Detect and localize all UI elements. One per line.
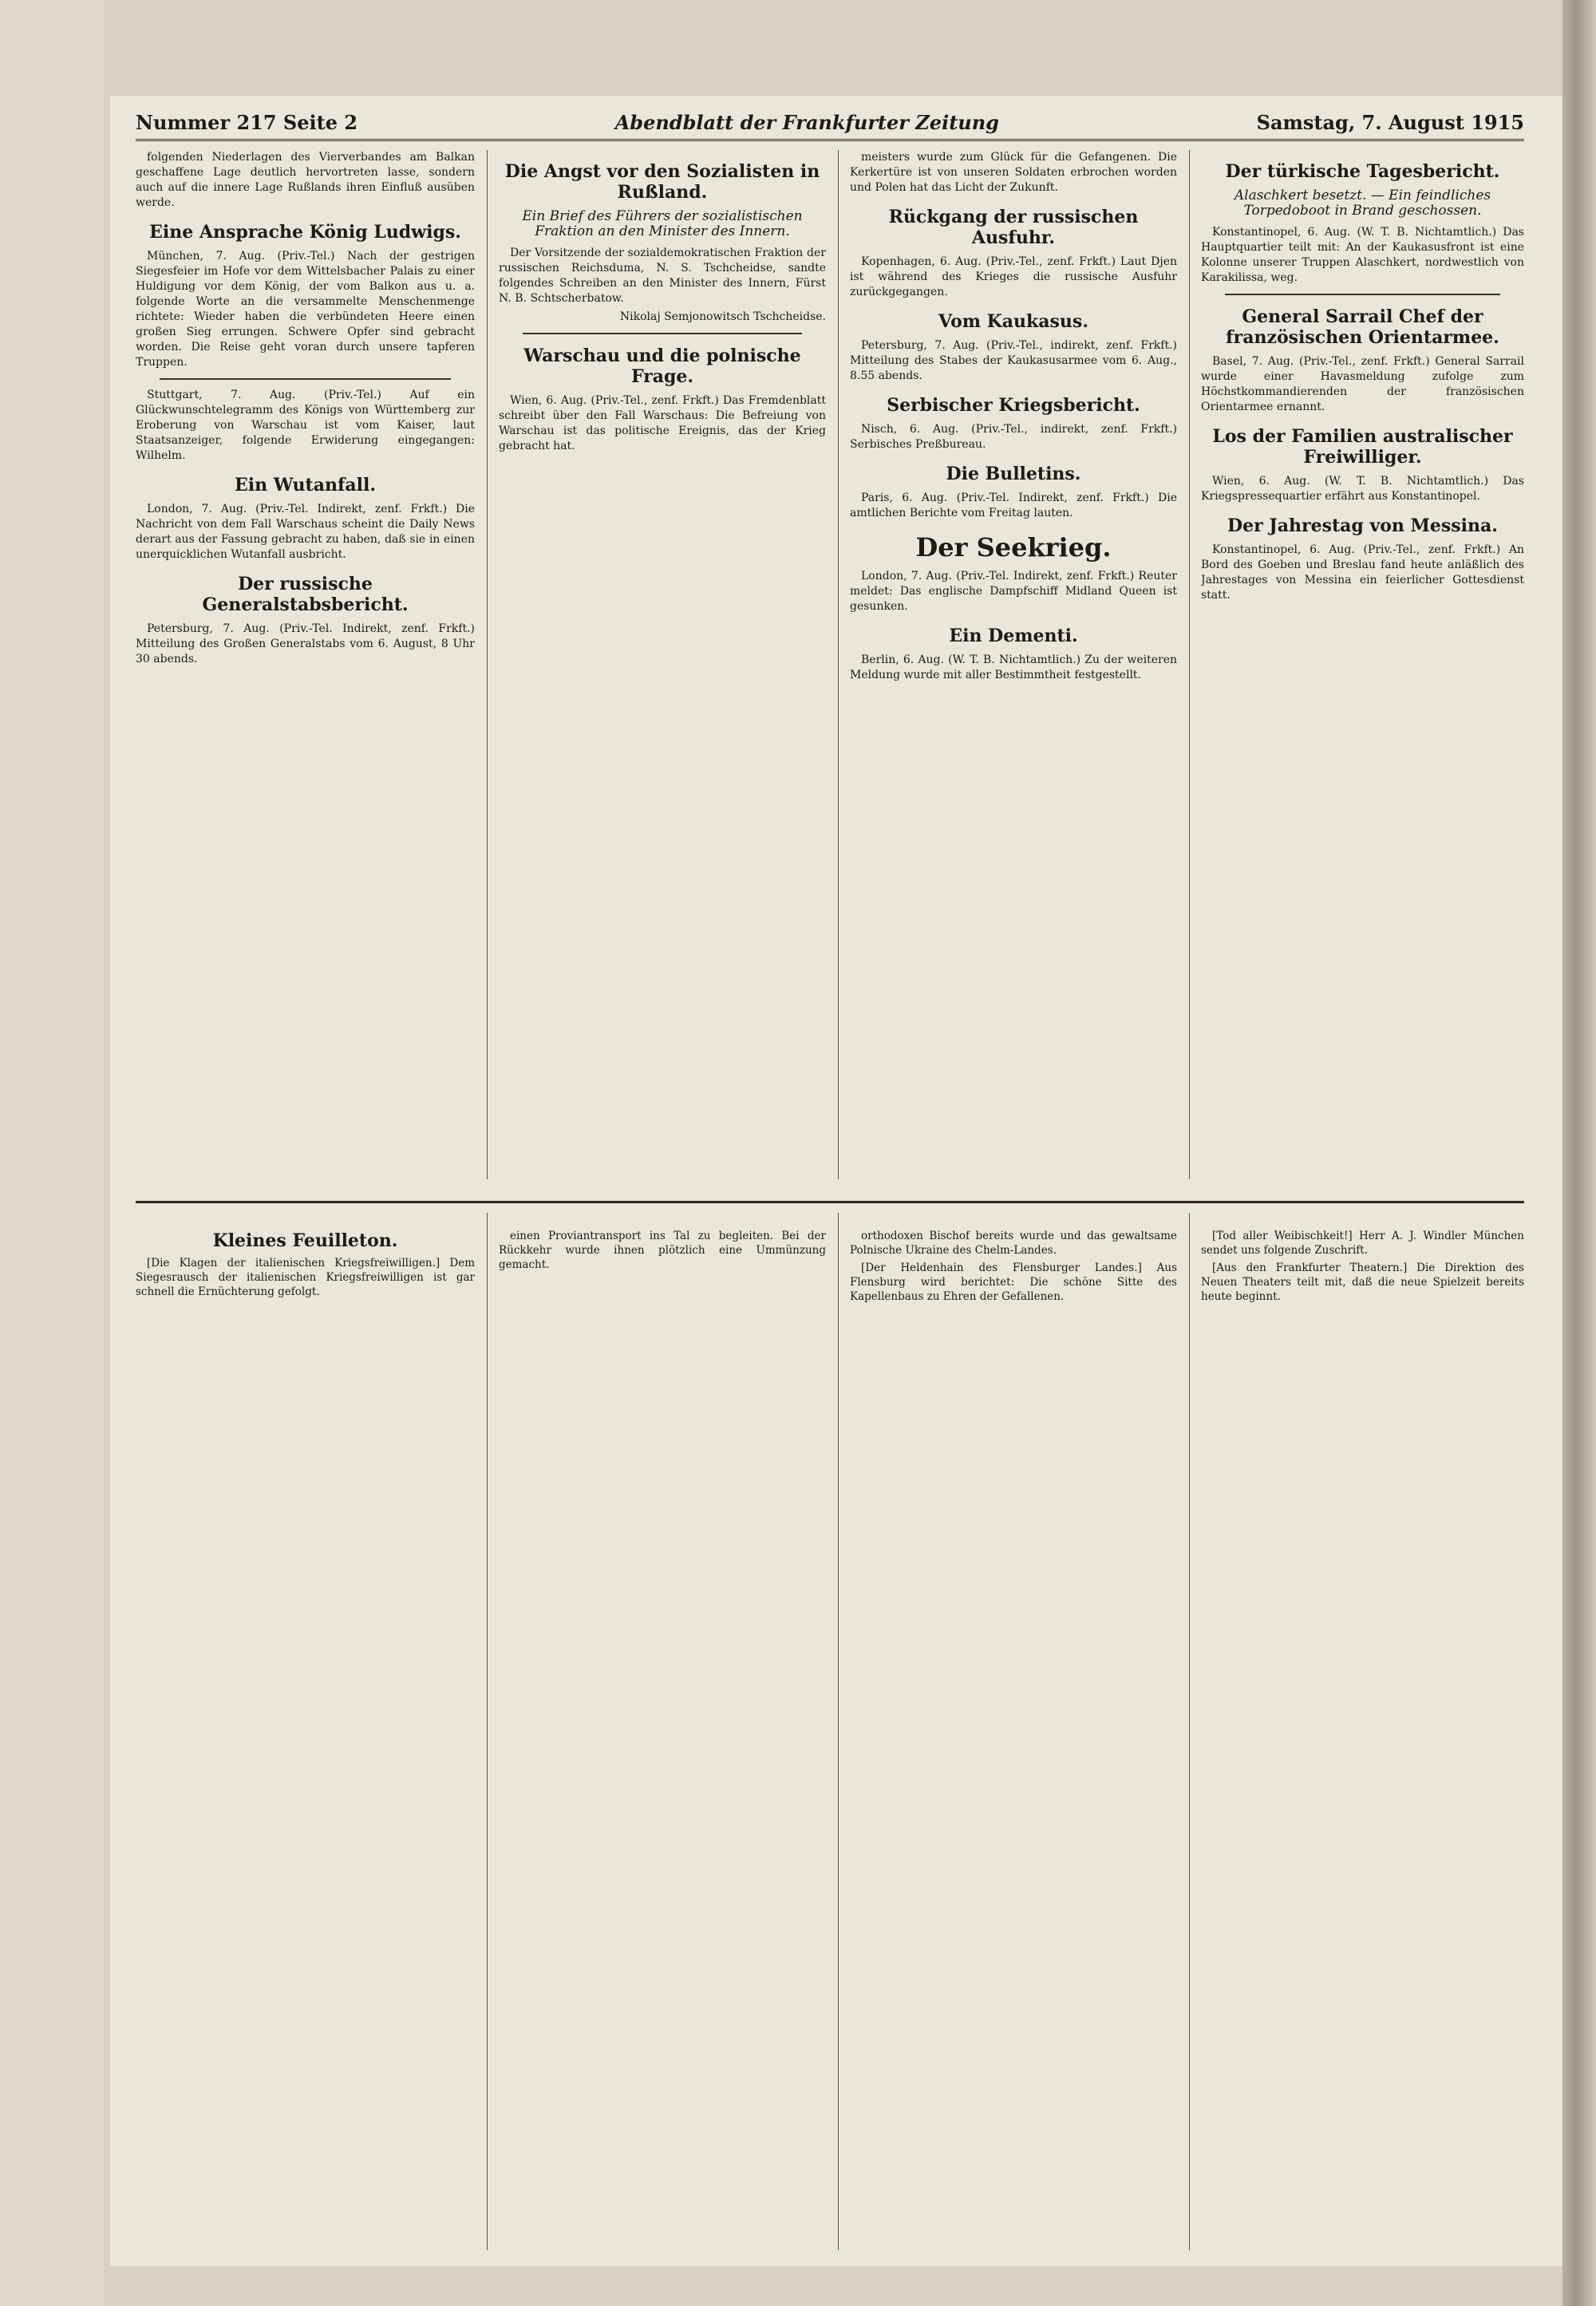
masthead bbox=[136, 105, 1524, 141]
article-text: Stuttgart, 7. Aug. (Priv.-Tel.) Auf ein Glückwunschtelegramm des Königs von Württemberg zur Eroberung von Warschau ist vom Kaiser, laut Staatsanzeiger, folgende Erwiderung eingegangen: Wilhelm. bbox=[136, 389, 475, 462]
article-text: folgenden Niederlagen des Vierverbandes am Balkan geschaffene Lage deutlich hervortreten lasse, sondern auch auf die innere Lage Rußlands ihren Einfluß ausüben werde. bbox=[136, 151, 475, 209]
feuilleton-column-3 bbox=[850, 1229, 1177, 2250]
article-text: meisters wurde zum Glück für die Gefangenen. Die Kerkertüre ist von unseren Soldaten erbrochen worden und Polen hat das Licht der Zukunft. bbox=[850, 151, 1177, 194]
article-text: [Tod aller Weibischkeit!] Herr A. J. Windler München sendet uns folgende Zuschrift. bbox=[1201, 1230, 1524, 1257]
article-headline: Der Seekrieg. bbox=[915, 532, 1112, 563]
article-subheadline: Alaschkert besetzt. — Ein feindliches Torpedoboot in Brand geschossen. bbox=[1234, 188, 1491, 219]
article-text: [Die Klagen der italienischen Kriegsfreiwilligen.] Dem Siegesrausch der italienischen Kriegsfreiwilligen ist gar schnell die Ernüchterung gefolgt. bbox=[136, 1257, 475, 1298]
article-subheadline: Ein Brief des Führers der sozialistischen Fraktion an den Minister des Innern. bbox=[522, 208, 803, 239]
article-text: orthodoxen Bischof bereits wurde und das gewaltsame Polnische Ukraine des Chelm-Landes. bbox=[850, 1230, 1177, 1257]
divider bbox=[160, 378, 451, 380]
article-headline: Ein Dementi. bbox=[949, 626, 1078, 646]
feuilleton-column-2 bbox=[499, 1229, 826, 2250]
issue-number: Nummer 217 Seite 2 bbox=[136, 110, 358, 134]
article-text: Konstantinopel, 6. Aug. (Priv.-Tel., zenf. Frkft.) An Bord des Goeben und Breslau fand heute anläßlich des Jahrestages von Messina ein feierlicher Gottesdienst statt. bbox=[1201, 543, 1524, 602]
article-text: London, 7. Aug. (Priv.-Tel. Indirekt, zenf. Frkft.) Reuter meldet: Das englische Dampfschiff Midland Queen ist gesunken. bbox=[850, 570, 1177, 613]
column-rule bbox=[838, 150, 839, 1179]
feuilleton-column-4 bbox=[1201, 1229, 1524, 2250]
page-shadow bbox=[0, 0, 104, 2306]
article-headline: Warschau und die polnische Frage. bbox=[523, 346, 801, 387]
article-headline: General Sarrail Chef der französischen Orientarmee. bbox=[1226, 306, 1499, 348]
column-rule bbox=[838, 1213, 839, 2250]
column-rule bbox=[1189, 1213, 1190, 2250]
article-headline: Die Bulletins. bbox=[946, 464, 1081, 484]
column-rule bbox=[487, 150, 488, 1179]
article-text: [Der Heldenhain des Flensburger Landes.] Aus Flensburg wird berichtet: Die schöne Sitte des Kapellenbaus zu Ehren der Gefallenen. bbox=[850, 1262, 1177, 1303]
issue-date: Samstag, 7. August 1915 bbox=[1256, 110, 1524, 134]
page-edge bbox=[104, 96, 110, 2266]
article-headline: Eine Ansprache König Ludwigs. bbox=[149, 222, 461, 243]
book-binding bbox=[1562, 0, 1596, 2306]
article-text: Wien, 6. Aug. (W. T. B. Nichtamtlich.) Das Kriegspressequartier erfährt aus Konstantinopel. bbox=[1201, 475, 1524, 503]
article-text: Konstantinopel, 6. Aug. (W. T. B. Nichtamtlich.) Das Hauptquartier teilt mit: An der Kaukasusfront ist eine Kolonne unserer Truppen Alaschkert, nordwestlich von Karakilissa, weg. bbox=[1201, 226, 1524, 284]
feuilleton-column-1 bbox=[136, 1229, 475, 2250]
article-text: München, 7. Aug. (Priv.-Tel.) Nach der gestrigen Siegesfeier im Hofe vor dem Wittelsbacher Palais zu einer Huldigung vor dem König, der vom Balkon aus u. a. folgende Worte an die versammelte Menschenmenge richtete: Wieder haben die verbündeten Heere einen großen Sieg errungen. Schwere Opfer sind gebracht worden. Die Reise geht voran durch unsere tapferen Truppen. bbox=[136, 250, 475, 369]
article-text: Der Vorsitzende der sozialdemokratischen Fraktion der russischen Reichsduma, N. S. Tschcheidse, sandte folgendes Schreiben an den Minister des Innern, Fürst N. B. Schtscherbatow. bbox=[499, 247, 826, 305]
article-text: Basel, 7. Aug. (Priv.-Tel., zenf. Frkft.) General Sarrail wurde einer Havasmeldung zufolge zum Höchstkommandierenden der französischen Orientarmee ernannt. bbox=[1201, 355, 1524, 413]
article-headline: Der türkische Tagesbericht. bbox=[1225, 161, 1500, 182]
article-text: Kopenhagen, 6. Aug. (Priv.-Tel., zenf. Frkft.) Laut Djen ist während des Krieges die russische Ausfuhr zurückgegangen. bbox=[850, 255, 1177, 298]
article-headline: Ein Wutanfall. bbox=[234, 475, 377, 496]
article-text: Petersburg, 7. Aug. (Priv.-Tel., indirekt, zenf. Frkft.) Mitteilung des Stabes der Kaukasusarmee vom 6. Aug., 8.55 abends. bbox=[850, 339, 1177, 382]
article-headline: Vom Kaukasus. bbox=[938, 311, 1088, 332]
article-headline: Rückgang der russischen Ausfuhr. bbox=[888, 207, 1139, 248]
article-headline: Der russische Generalstabsbericht. bbox=[202, 574, 409, 615]
article-text: Berlin, 6. Aug. (W. T. B. Nichtamtlich.) Zu der weiteren Meldung wurde mit aller Bestimmtheit festgestellt. bbox=[850, 653, 1177, 681]
article-text: Paris, 6. Aug. (Priv.-Tel. Indirekt, zenf. Frkft.) Die amtlichen Berichte vom Freitag lauten. bbox=[850, 492, 1177, 519]
article-text: einen Proviantransport ins Tal zu begleiten. Bei der Rückkehr wurde ihnen plötzlich eine Ummünzung gemacht. bbox=[499, 1230, 826, 1271]
column-rule bbox=[487, 1213, 488, 2250]
feuilleton-title: Kleines Feuilleton. bbox=[212, 1230, 398, 1251]
newspaper-page bbox=[104, 96, 1562, 2266]
column-3 bbox=[850, 150, 1177, 1179]
column-4 bbox=[1201, 150, 1524, 1179]
signature: Nikolaj Semjonowitsch Tschcheidse. bbox=[619, 310, 826, 323]
article-headline: Der Jahrestag von Messina. bbox=[1227, 515, 1498, 536]
column-2 bbox=[499, 150, 826, 1179]
article-text: Wien, 6. Aug. (Priv.-Tel., zenf. Frkft.) Das Fremdenblatt schreibt über den Fall Warschaus: Die Befreiung von Warschau ist das politische Ereignis, das der Krieg gebracht hat. bbox=[499, 394, 826, 452]
divider bbox=[523, 333, 802, 334]
article-headline: Los der Familien australischer Freiwilliger. bbox=[1212, 426, 1513, 468]
article-headline: Serbischer Kriegsbericht. bbox=[887, 395, 1140, 416]
article-headline: Die Angst vor den Sozialisten in Rußland. bbox=[504, 161, 820, 203]
column-rule bbox=[1189, 150, 1190, 1179]
divider bbox=[1225, 294, 1500, 295]
article-text: London, 7. Aug. (Priv.-Tel. Indirekt, zenf. Frkft.) Die Nachricht von dem Fall Warschaus scheint die Daily News derart aus der Fassung gebracht zu haben, daß sie in einen unerquicklichen Wutanfall ausbricht. bbox=[136, 503, 475, 561]
column-1 bbox=[136, 150, 475, 1179]
article-text: Nisch, 6. Aug. (Priv.-Tel., indirekt, zenf. Frkft.) Serbisches Preßbureau. bbox=[850, 423, 1177, 451]
article-text: Petersburg, 7. Aug. (Priv.-Tel. Indirekt, zenf. Frkft.) Mitteilung des Großen Generalstabs vom 6. August, 8 Uhr 30 abends. bbox=[136, 622, 475, 665]
newspaper-title: Abendblatt der Frankfurter Zeitung bbox=[614, 110, 999, 134]
article-text: [Aus den Frankfurter Theatern.] Die Direktion des Neuen Theaters teilt mit, daß die neue Spielzeit bereits heute beginnt. bbox=[1201, 1262, 1524, 1303]
feuilleton-rule bbox=[136, 1201, 1524, 1203]
